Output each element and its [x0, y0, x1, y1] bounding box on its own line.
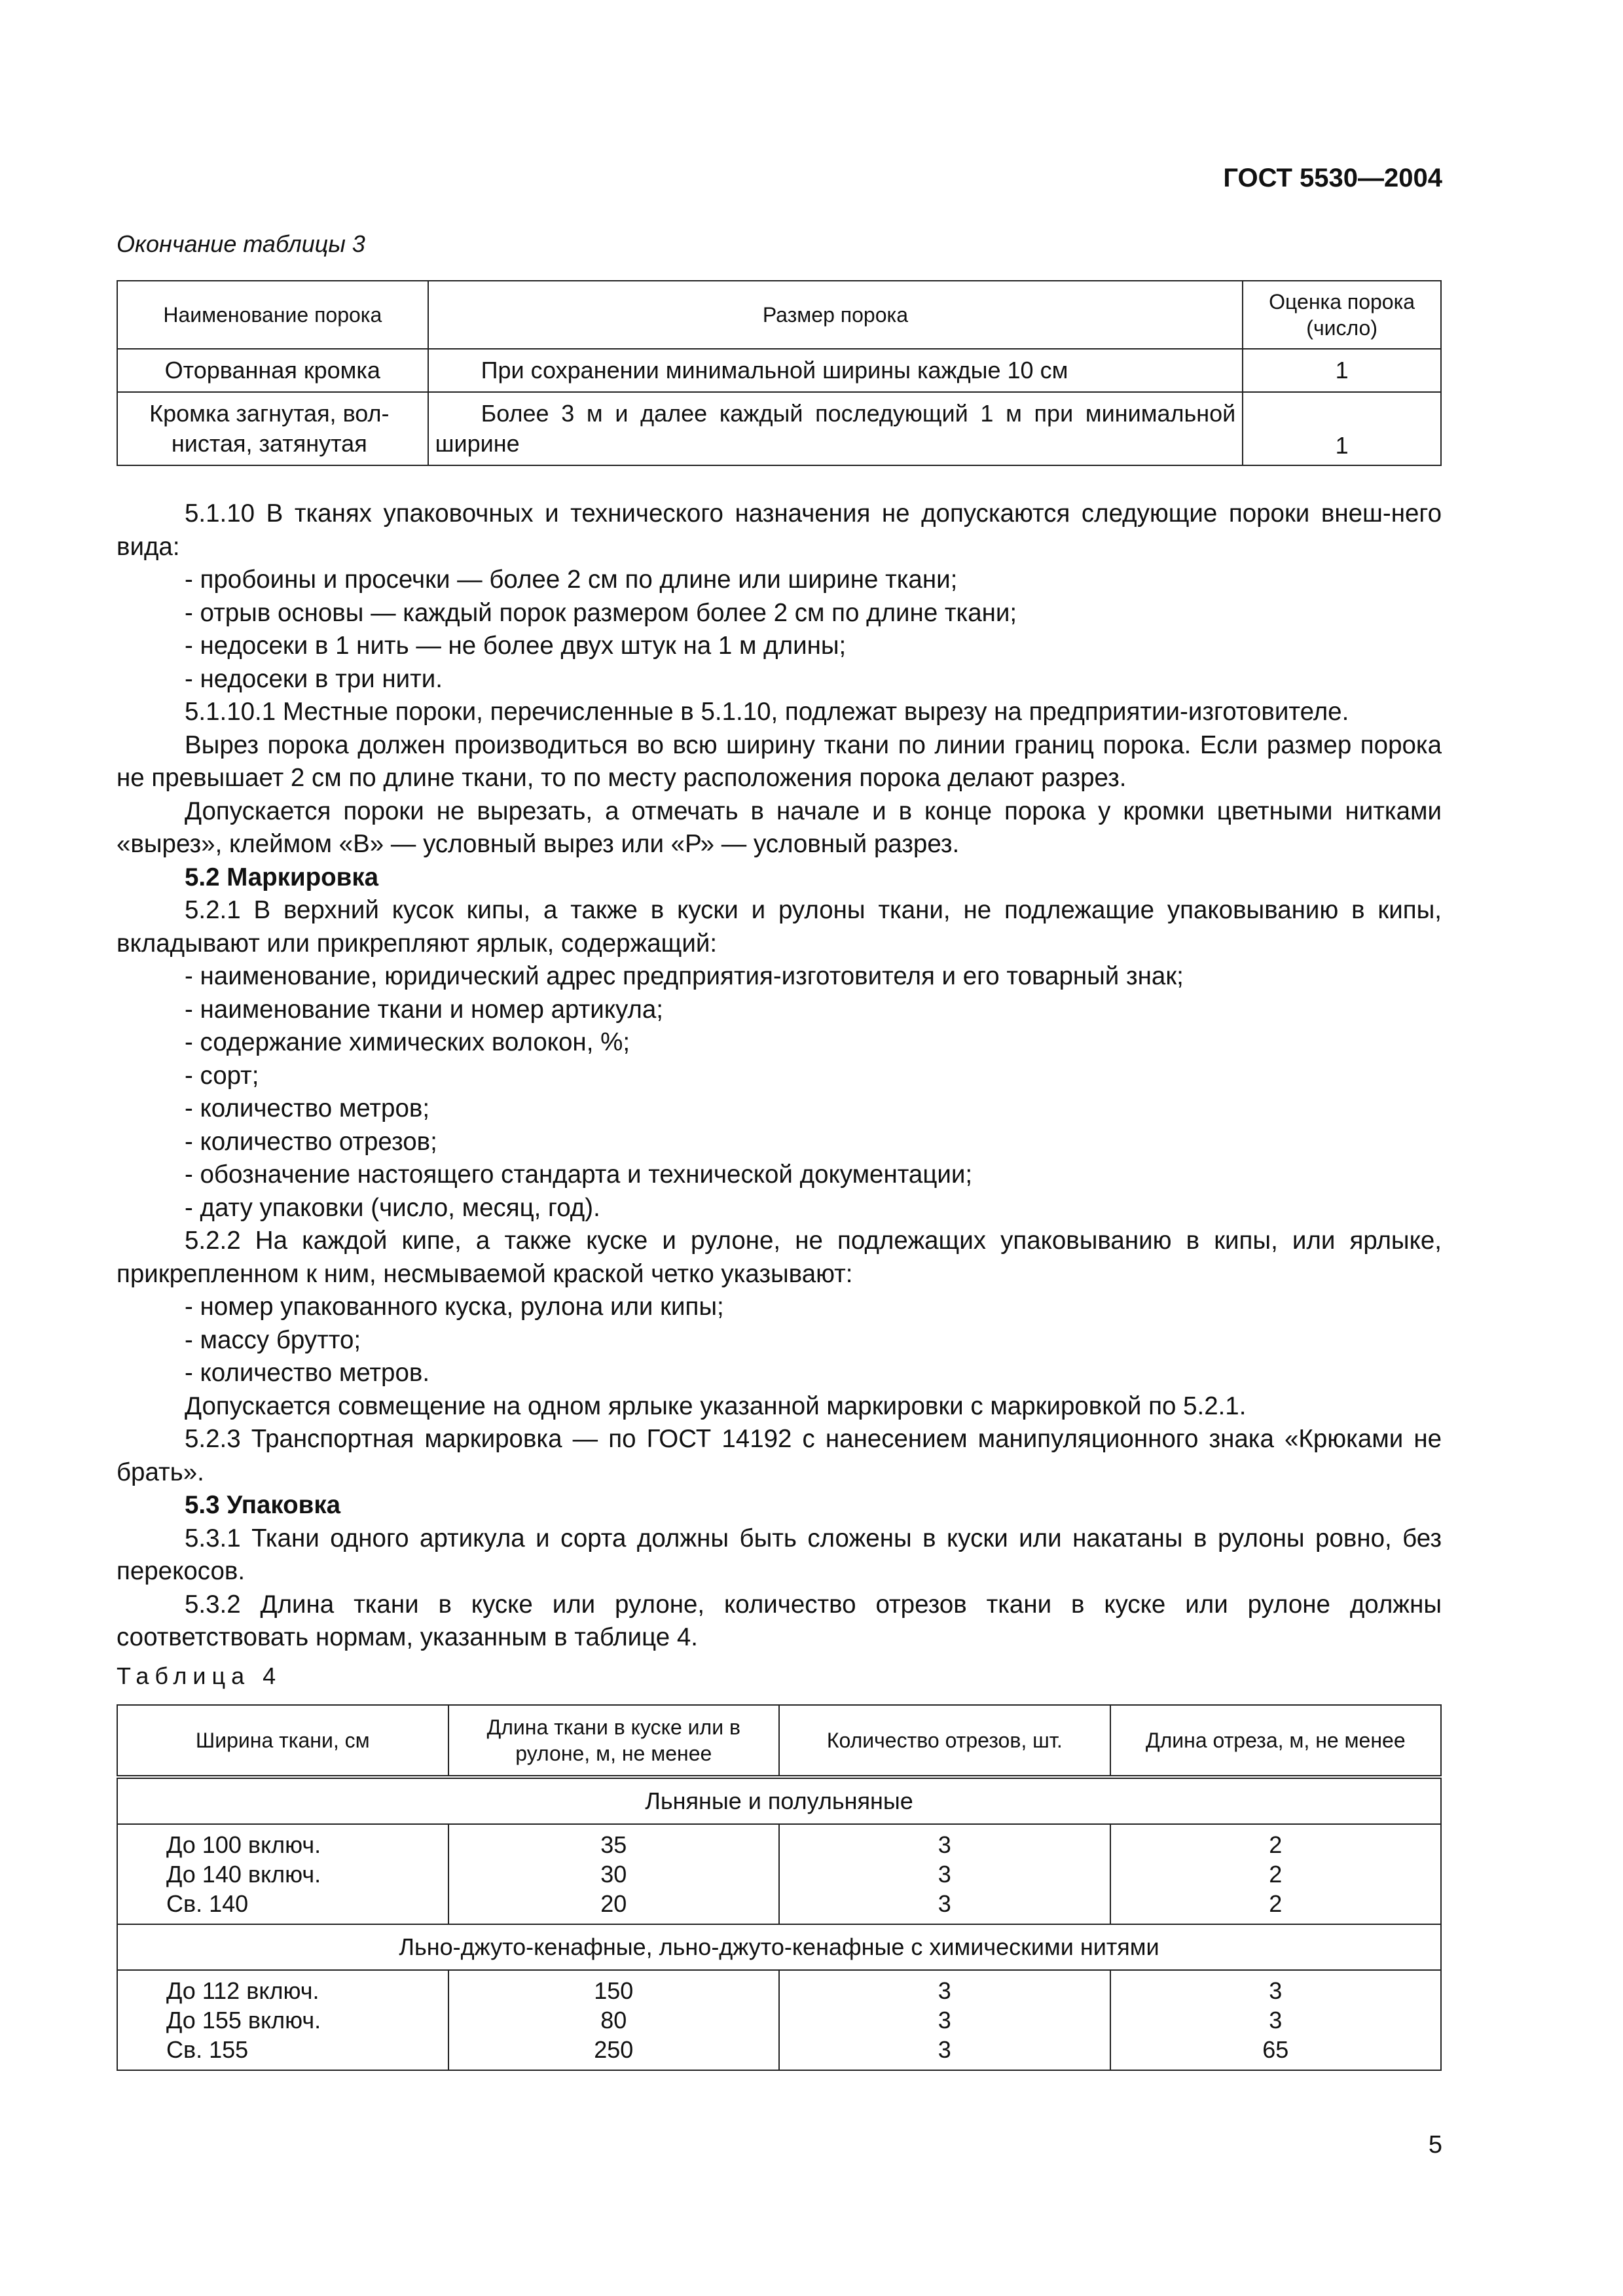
list-item: - недосеки в 1 нить — не более двух штук на 1 м длины;: [185, 632, 847, 660]
table4-value: 3: [938, 1890, 951, 1917]
table4-caption: Таблица 4: [117, 1662, 282, 1689]
table3-cell: Более 3 м и далее каждый последующий 1 м при минимальной ширине: [428, 392, 1243, 465]
table4-cell-cut-length: [1110, 1824, 1441, 1924]
table4-cell-length: [448, 1970, 780, 2070]
standard-header: ГОСТ 5530—2004: [1223, 164, 1442, 192]
list-item: - массу брутто;: [185, 1325, 361, 1354]
table4-group-title: Льняные и полульняные: [117, 1777, 1441, 1824]
paragraph-allowed: Допускается пороки не вырезать, а отмечать в начале и в конце порока у кромки цветными нитками «вырез», клеймом «В» — условный вырез или «Р» — условный разрез.: [117, 797, 1442, 858]
list-item: - количество метров.: [185, 1359, 430, 1387]
table4-cell-width: [117, 1970, 448, 2070]
table3-header-cell: Размер порока: [428, 281, 1243, 349]
table3-cell: 1: [1243, 349, 1441, 392]
table4-value: 80: [600, 2007, 627, 2034]
table-row: [117, 392, 1441, 465]
table4-header-cell: Длина отреза, м, не менее: [1110, 1705, 1441, 1777]
list-item: - номер упакованного куска, рулона или кипы;: [185, 1293, 724, 1321]
table4-value: До 155 включ.: [166, 2007, 321, 2034]
section-heading-5-2: 5.2 Маркировка: [185, 863, 379, 891]
table4-value: 3: [938, 2007, 951, 2034]
table4-header-cell: Длина ткани в куске или в рулоне, м, не менее: [448, 1705, 780, 1777]
table4-value: 2: [1269, 1890, 1283, 1917]
paragraph-5-3-2: 5.3.2 Длина ткани в куске или рулоне, количество отрезов ткани в куске или рулоне должны соответствовать нормам, указанным в таблице 4.: [117, 1590, 1442, 1651]
table4-header-cell: Ширина ткани, см: [117, 1705, 448, 1777]
section-heading-5-3: 5.3 Упаковка: [185, 1491, 340, 1519]
list-item: - отрыв основы — каждый порок размером более 2 см по длине ткани;: [185, 598, 1017, 627]
paragraph-5-2-3: 5.2.3 Транспортная маркировка — по ГОСТ 14192 с нанесением манипуляционного знака «Крюками не брать».: [117, 1425, 1442, 1486]
paragraph-5-1-10-1: 5.1.10.1 Местные пороки, перечисленные в 5.1.10, подлежат вырезу на предприятии-изготовителе.: [185, 698, 1349, 726]
table4-value: 2: [1269, 1861, 1283, 1888]
table4-value: 65: [1262, 2036, 1289, 2063]
list-item: - количество метров;: [185, 1094, 430, 1122]
paragraph-combine: Допускается совмещение на одном ярлыке указанной маркировки с маркировкой по 5.2.1.: [185, 1391, 1247, 1420]
page-number: 5: [1428, 2131, 1442, 2159]
table4-value: 35: [600, 1831, 627, 1858]
table4-value: 2: [1269, 1831, 1283, 1858]
paragraph-5-2-1: 5.2.1 В верхний кусок кипы, а также в куски и рулоны ткани, не подлежащие упаковыванию в кипы, вкладывают или прикрепляют ярлык, содержащий:: [117, 896, 1442, 958]
table4-group-row: [117, 1777, 1441, 1824]
table4-header-cell: Количество отрезов, шт.: [779, 1705, 1110, 1777]
table4-cell-cut-length: [1110, 1970, 1441, 2070]
table4-value: 3: [938, 1861, 951, 1888]
table4-cell-length: [448, 1824, 780, 1924]
table3-cell: При сохранении минимальной ширины каждые 10 см: [428, 349, 1243, 392]
list-item: - дату упаковки (число, месяц, год).: [185, 1193, 600, 1222]
table-row: [117, 349, 1441, 392]
table3-cell: Оторванная кромка: [117, 349, 428, 392]
table4-cell-width: [117, 1824, 448, 1924]
table4-header-row: [117, 1705, 1441, 1777]
table3-header-row: [117, 281, 1441, 349]
table4-value: 20: [600, 1890, 627, 1917]
table4-cell-count: [779, 1970, 1110, 2070]
paragraph-5-2-2: 5.2.2 На каждой кипе, а также куске и рулоне, не подлежащих упаковыванию в кипы, или ярлыке, прикрепленном к ним, несмываемой краской четко указывают:: [117, 1227, 1442, 1288]
paragraph-5-1-10: 5.1.10 В тканях упаковочных и технического назначения не допускаются следующие пороки внеш-него вида:: [117, 499, 1442, 561]
table3-header-cell: Наименование порока: [117, 281, 428, 349]
table4-value: 3: [938, 2036, 951, 2063]
list-item: - пробоины и просечки — более 2 см по длине или ширине ткани;: [185, 565, 958, 594]
table3-header-cell: Оценка порока (число): [1243, 281, 1441, 349]
table-3: [117, 280, 1442, 466]
table4-value: 250: [594, 2036, 634, 2063]
document-body: [117, 497, 1442, 1655]
table4-value: До 100 включ.: [166, 1831, 321, 1858]
table4-value: До 140 включ.: [166, 1861, 321, 1888]
paragraph-cut: Вырез порока должен производиться во всю ширину ткани по линии границ порока. Если размер порока не превышает 2 см по длине ткани, то по месту расположения порока делают разрез.: [117, 730, 1442, 792]
list-item: - наименование ткани и номер артикула;: [185, 995, 663, 1024]
table4-value: Св. 155: [166, 2036, 249, 2063]
list-item: - наименование, юридический адрес предприятия-изготовителя и его товарный знак;: [185, 962, 1184, 990]
table4-value: Св. 140: [166, 1890, 249, 1917]
list-item: - недосеки в три нити.: [185, 664, 443, 693]
list-item: - сорт;: [185, 1061, 259, 1090]
table4-value: До 112 включ.: [166, 1977, 319, 2004]
table4-value: 3: [938, 1977, 951, 2004]
table4-cell-count: [779, 1824, 1110, 1924]
table4-value: 150: [594, 1977, 634, 2004]
list-item: - содержание химических волокон, %;: [185, 1028, 630, 1056]
list-item: - количество отрезов;: [185, 1127, 437, 1156]
table4-group-title: Льно-джуто-кенафные, льно-джуто-кенафные с химическими нитями: [117, 1924, 1441, 1970]
table4-value: 3: [1269, 1977, 1283, 2004]
table4-value: 30: [600, 1861, 627, 1888]
table4-value: 3: [1269, 2007, 1283, 2034]
table4-value: 3: [938, 1831, 951, 1858]
table-row: [117, 1824, 1441, 1924]
table3-cell: Кромка загнутая, вол-нистая, затянутая: [117, 392, 428, 465]
table4-group-row: [117, 1924, 1441, 1970]
list-item: - обозначение настоящего стандарта и технической документации;: [185, 1160, 973, 1189]
paragraph-5-3-1: 5.3.1 Ткани одного артикула и сорта должны быть сложены в куски или накатаны в рулоны ровно, без перекосов.: [117, 1524, 1442, 1585]
table3-cell: 1: [1243, 392, 1441, 465]
table-4: [117, 1704, 1442, 2071]
table-row: [117, 1970, 1441, 2070]
table3-caption: Окончание таблицы 3: [117, 230, 365, 257]
